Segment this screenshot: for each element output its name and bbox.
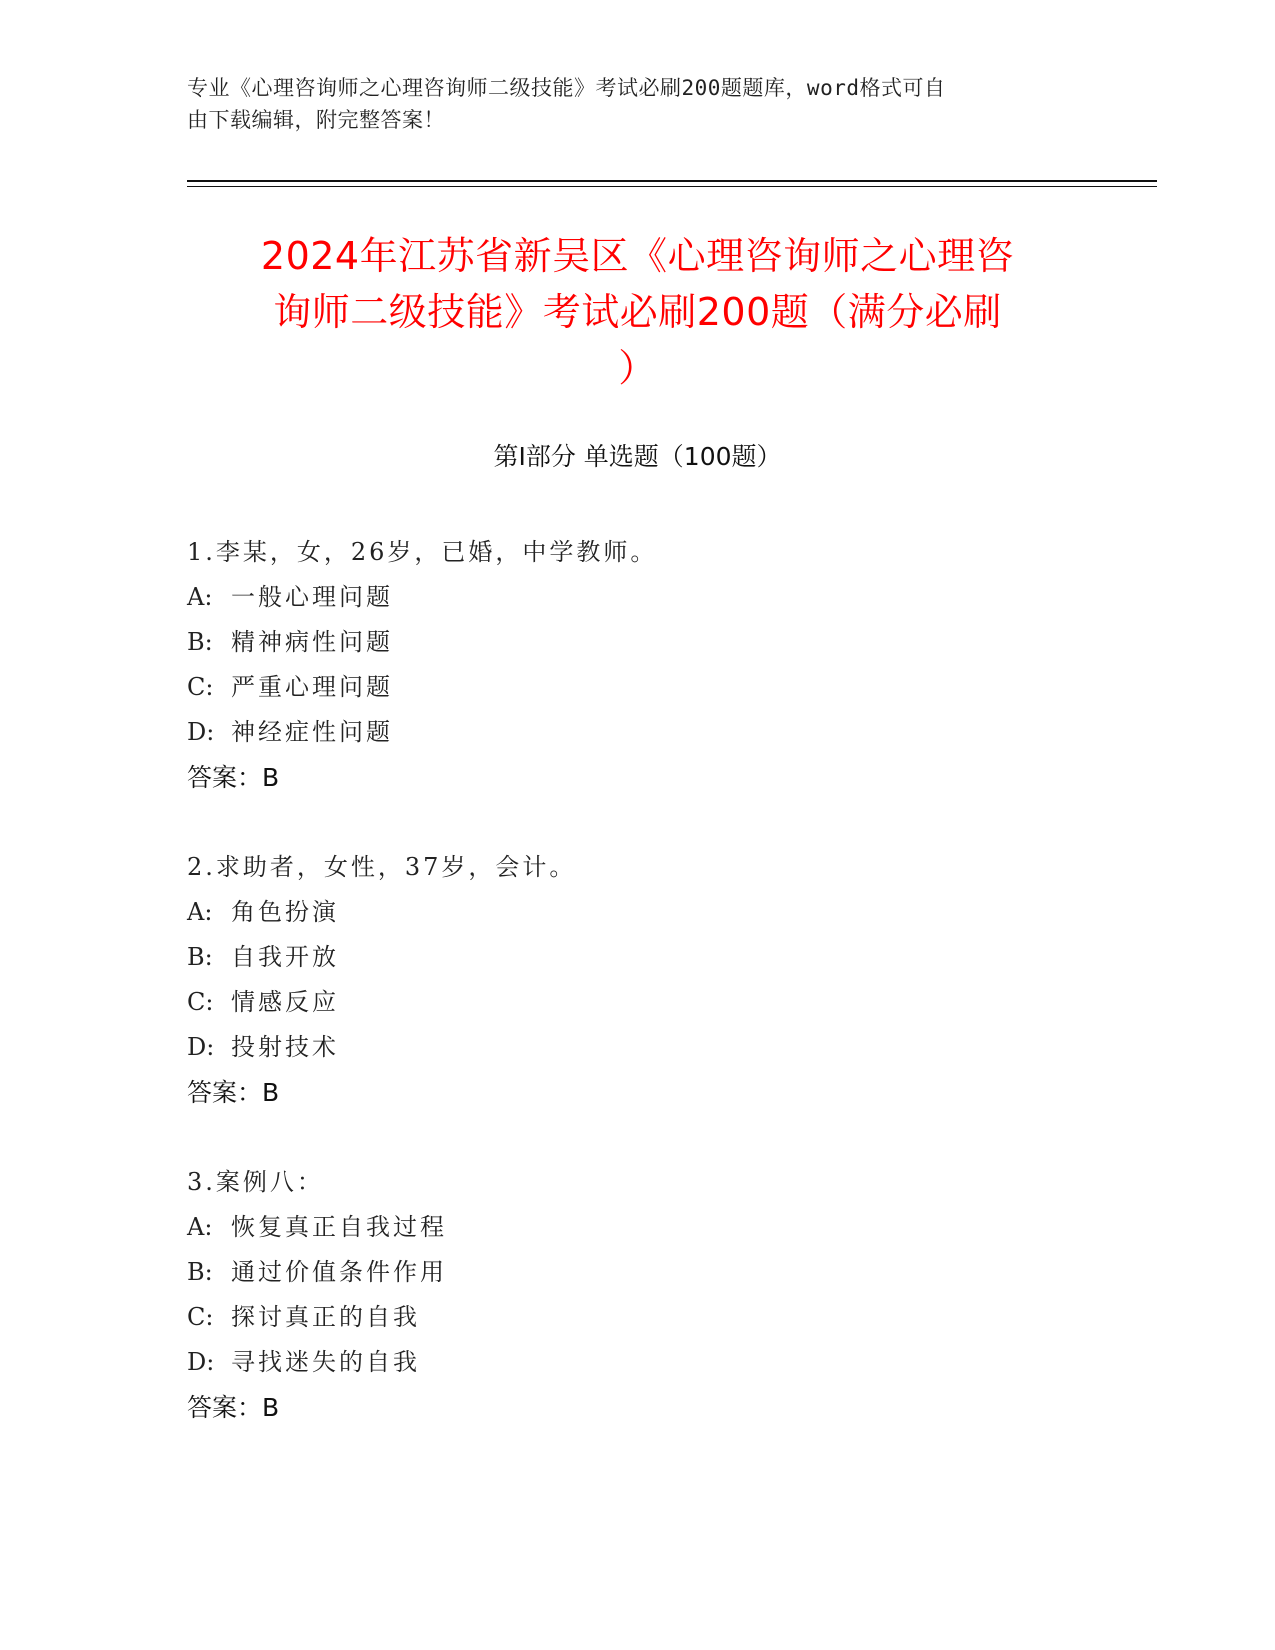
intro-line-2: 由下载编辑，附完整答案！ (187, 108, 445, 132)
answer-line: 答案：B (187, 1078, 280, 1107)
option-letter: C: (187, 1303, 214, 1331)
document-title (190, 228, 1085, 396)
option-b (187, 935, 1087, 980)
option-text: 一般心理问题 (231, 583, 393, 611)
question-stem: 1.李某，女，26岁，已婚，中学教师。 (187, 538, 658, 566)
intro-text (187, 72, 1067, 136)
option-letter: B: (187, 943, 213, 971)
question-item (187, 1160, 1087, 1430)
option-text: 自我开放 (231, 943, 339, 971)
intro-line-1: 专业《心理咨询师之心理咨询师二级技能》考试必刷200题题库，word格式可自 (187, 76, 946, 100)
title-line-2: 询师二级技能》考试必刷200题（满分必刷 (273, 290, 1002, 334)
option-d (187, 1025, 1087, 1070)
option-text: 投射技术 (231, 1033, 339, 1061)
option-d (187, 710, 1087, 755)
question-list (187, 530, 1087, 1475)
header-divider-thick (187, 180, 1157, 182)
answer-line: 答案：B (187, 763, 280, 792)
question-item (187, 530, 1087, 800)
option-letter: C: (187, 988, 214, 1016)
option-text: 通过价值条件作用 (231, 1258, 447, 1286)
option-text: 精神病性问题 (231, 628, 393, 656)
option-c (187, 665, 1087, 710)
title-line-1: 2024年江苏省新吴区《心理咨询师之心理咨 (260, 234, 1015, 278)
question-stem: 3.案例八： (187, 1168, 324, 1196)
option-letter: B: (187, 1258, 213, 1286)
title-line-3: ） (618, 346, 657, 390)
option-text: 严重心理问题 (231, 673, 393, 701)
option-c (187, 1295, 1087, 1340)
option-c (187, 980, 1087, 1025)
option-letter: D: (187, 718, 215, 746)
question-item (187, 845, 1087, 1115)
option-text: 寻找迷失的自我 (231, 1348, 420, 1376)
option-letter: B: (187, 628, 213, 656)
header-divider-thin (187, 186, 1157, 187)
option-letter: A: (187, 583, 213, 611)
option-letter: C: (187, 673, 214, 701)
option-letter: A: (187, 898, 213, 926)
option-text: 角色扮演 (231, 898, 339, 926)
option-text: 神经症性问题 (231, 718, 393, 746)
option-letter: D: (187, 1033, 215, 1061)
answer-line: 答案：B (187, 1393, 280, 1422)
option-letter: A: (187, 1213, 213, 1241)
option-b (187, 620, 1087, 665)
option-a (187, 890, 1087, 935)
section-heading: 第I部分 单选题（100题） (493, 442, 782, 471)
option-d (187, 1340, 1087, 1385)
option-a (187, 1205, 1087, 1250)
option-letter: D: (187, 1348, 215, 1376)
question-stem: 2.求助者，女性，37岁，会计。 (187, 853, 577, 881)
option-text: 情感反应 (231, 988, 339, 1016)
option-b (187, 1250, 1087, 1295)
option-a (187, 575, 1087, 620)
option-text: 恢复真正自我过程 (231, 1213, 447, 1241)
option-text: 探讨真正的自我 (231, 1303, 420, 1331)
